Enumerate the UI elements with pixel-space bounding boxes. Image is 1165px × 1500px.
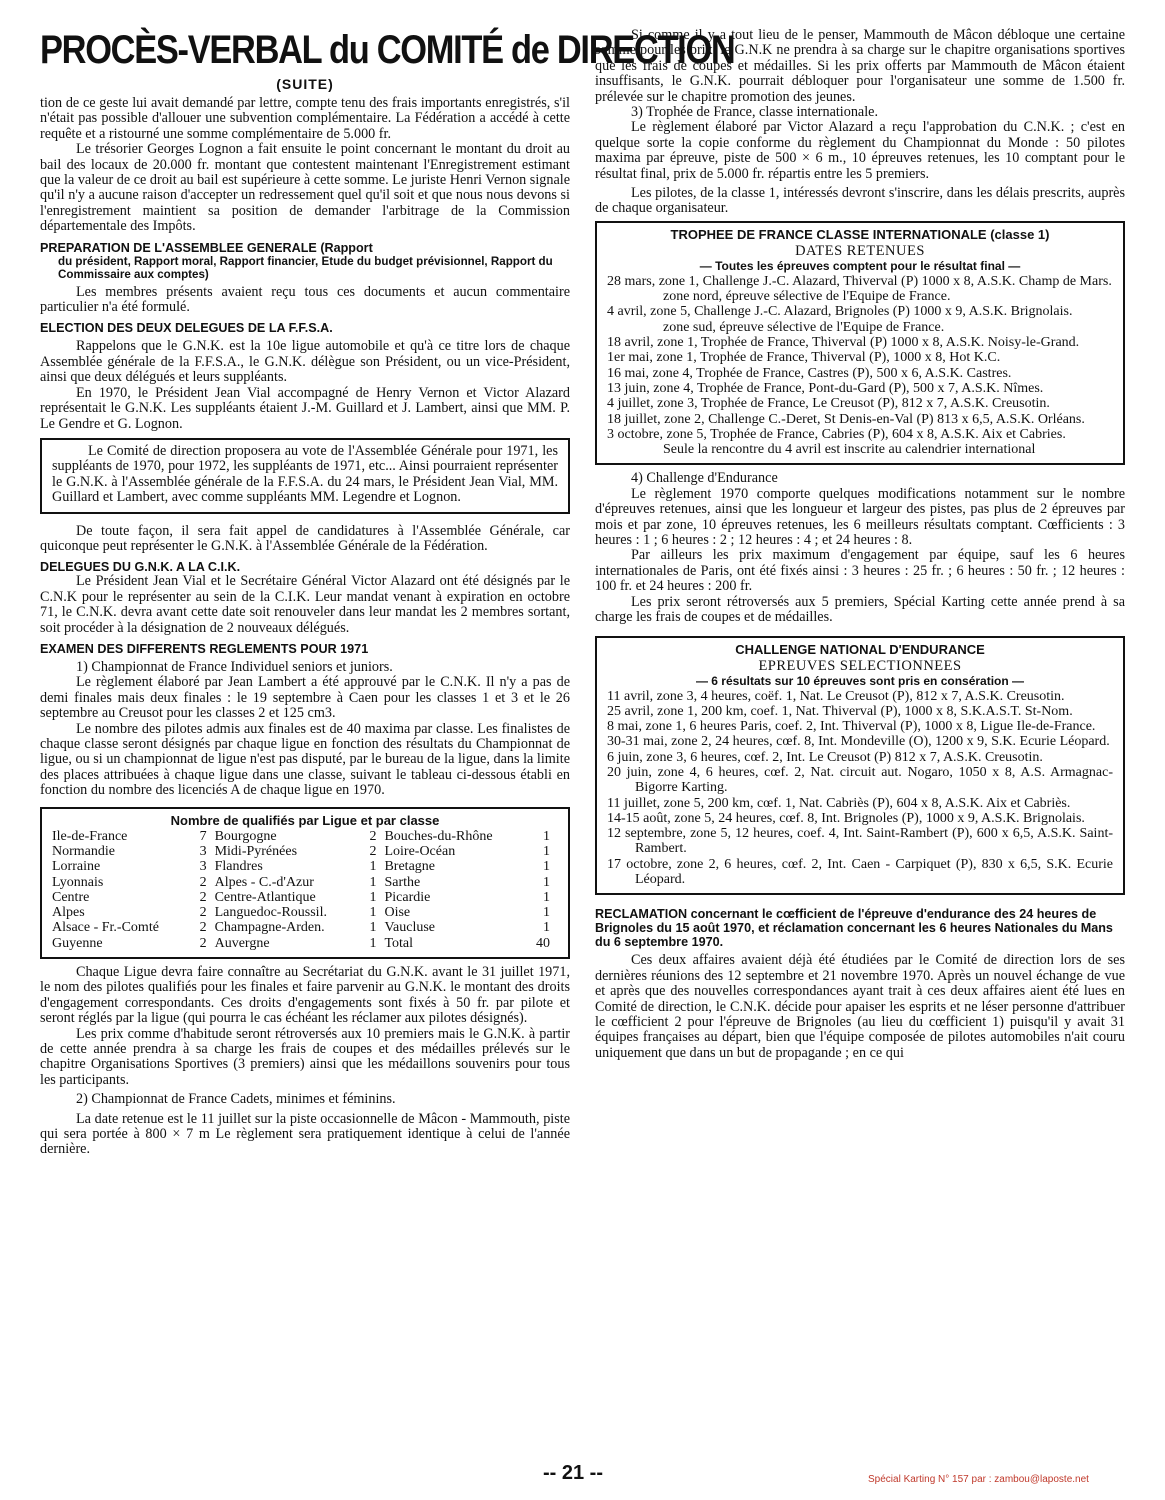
league-name: Bouches-du-Rhône <box>384 828 493 844</box>
qualifier-count: 2 <box>369 828 377 844</box>
section-heading: DELEGUES DU G.N.K. A LA C.I.K. <box>40 560 241 575</box>
section-heading: EXAMEN DES DIFFERENTS REGLEMENTS POUR 1971 <box>40 641 369 656</box>
table-row <box>52 905 558 920</box>
paragraph: Le règlement 1970 comporte quelques modifications notamment sur le nombre d'épreuves retenues, ainsi que les longueur et largeur des pistes, pas plus de 2 épreuves par mois et par zone, 10 épreuves retenues, les 6 meilleurs résultats comptant. Cœfficients : 3 heures : 1 ; 6 heures : 2 ; 12 heures : 4 ; et 24 heures : 8. <box>595 485 1125 549</box>
qualifier-count: 1 <box>369 905 377 921</box>
qualifiers-table-box <box>40 807 570 959</box>
qualifier-count: 40 <box>536 935 550 951</box>
list-item: 12 septembre, zone 5, 12 heures, coef. 4, Int. Saint-Rambert (P), 600 x 6,5, A.S.K. Saint-Rambert. <box>607 826 1113 857</box>
paragraph: Les prix seront rétroversés aux 5 premiers, Spécial Karting cette année prend à sa charge les frais de coupes et de médailles. <box>595 593 1125 626</box>
paragraph: De toute façon, il sera fait appel de candidatures à l'Assemblée Générale, car quiconque peut représenter le G.N.K. à l'Assemblée Générale de la Fédération. <box>40 522 570 554</box>
qualifier-count: 1 <box>543 889 550 905</box>
section-heading: PREPARATION DE L'ASSEMBLEE GENERALE (Rapport <box>40 240 373 255</box>
page-subtitle: (SUITE) <box>276 76 334 92</box>
box-title: CHALLENGE NATIONAL D'ENDURANCE <box>735 641 985 657</box>
box-note: — Toutes les épreuves comptent pour le résultat final — <box>699 258 1021 273</box>
paragraph: Le trésorier Georges Lognon a fait ensuite le point concernant le montant du droit au bail des locaux de 20.000 fr. montant que contestent maintenant l'Enregistrement estimant que la valeur de ce droit au bail est supérieure à cette somme. Le juriste Henri Vernon signale qu'il n'y a aucune raison d'accepter un redressement quel qu'il soit et que nous nous devons si l'enregistrement maintient sa position de demander l'arbitrage de la Commission départementale des Impôts. <box>40 141 570 235</box>
list-item: 16 mai, zone 4, Trophée de France, Castres (P), 500 x 6, A.S.K. Castres. <box>607 365 1012 381</box>
endurance-list <box>607 689 1113 888</box>
qualifier-count: 7 <box>199 828 207 844</box>
qualifier-count: 1 <box>543 874 550 890</box>
league-name: Auvergne <box>214 935 270 951</box>
box-subtitle: EPREUVES SELECTIONNEES <box>758 657 962 674</box>
right-column <box>595 28 1125 1061</box>
list-item: 17 octobre, zone 2, 6 heures, cœf. 2, Int. Caen - Carpiquet (P), 830 x 6,5, S.K. Ecurie Léopard. <box>607 856 1113 888</box>
page-number: -- 21 -- <box>543 1462 603 1484</box>
qualifier-count: 1 <box>369 920 377 936</box>
page-title: PROCÈS-VERBAL du COMITÉ de DIRECTION <box>40 28 735 72</box>
paragraph: Les pilotes, de la classe 1, intéressés devront s'inscrire, dans les délais prescrits, auprès de chaque organisateur. <box>595 185 1125 217</box>
paragraph: Par ailleurs les prix maximum d'engagement par équipe, sauf les 6 heures internationales de Paris, ont été fixés ainsi : 3 heures : 25 fr. ; 6 heures : 50 fr. ; 12 heures : 100 fr. et 24 heures : 200 fr. <box>595 547 1125 595</box>
league-name: Centre <box>52 889 90 905</box>
league-name: Midi-Pyrénées <box>214 843 298 859</box>
callout-box <box>40 438 570 514</box>
paragraph: Ces deux affaires avaient déjà été étudiées par le Comité de direction lors de ses dernières réunions des 12 septembre et 21 novembre 1970. Après un nouvel échange de vue et après que des nouvelles correspondances ayant trait à ces deux affaires aient été lues en Comité de direction, le C.N.K. décide pour apaiser les esprits et ne léser personne d'attribuer le cœfficient 2 pour l'épreuve de Brignoles (au lieu du cœfficient 1) puisqu'il y avait 31 équipes françaises au départ, bien que l'équipe composée de pilotes automobiles n'ait couru uniquement que dans un but de propagande ; en ce qui <box>595 952 1125 1061</box>
paragraph: Le nombre des pilotes admis aux finales est de 40 maxima par classe. Les finalistes de chaque classe seront désignés par chaque ligue en fonction des résultats du Championnat de ligue, ou si un championnat de ligue n'est pas disputé, par le bureau de la ligue, dans la limite des places attribuées à chaque ligue dans une classe, suivant le tableau ci-dessous établi en fonction du nombre des licenciés A de chaque ligue en 1970. <box>40 720 570 799</box>
list-item: 14-15 août, zone 5, 24 heures, cœf. 8, Int. Brignoles (P), 1000 x 9, A.S.K. Brignolais. <box>607 810 1085 826</box>
list-item: 3 octobre, zone 5, Trophée de France, Cabries (P), 604 x 8, A.S.K. Aix et Cabries. <box>607 426 1066 442</box>
league-name: Lyonnais <box>52 874 104 890</box>
qualifiers-table <box>52 829 558 951</box>
endurance-box <box>595 636 1125 896</box>
league-name: Sarthe <box>384 874 421 890</box>
qualifier-count: 2 <box>199 920 207 936</box>
list-item: 8 mai, zone 1, 6 heures Paris, coef. 2, Int. Thiverval (P), 1000 x 8, Ligue Ile-de-France. <box>607 719 1096 735</box>
league-name: Bourgogne <box>214 828 277 844</box>
qualifier-count: 3 <box>199 843 207 859</box>
qualifier-count: 2 <box>199 889 207 905</box>
paragraph: 1) Championnat de France Individuel seniors et juniors. <box>76 658 393 675</box>
qualifier-count: 1 <box>543 828 550 844</box>
league-name: Bretagne <box>384 859 435 875</box>
list-item: zone sud, épreuve sélective de l'Equipe de France. <box>663 319 945 335</box>
paragraph: La date retenue est le 11 juillet sur la piste occasionnelle de Mâcon - Mammouth, piste qui sera portée à 800 × 7 m Le règlement sera pratiquement identique à celui de l'année dernière. <box>40 1110 570 1158</box>
qualifier-count: 1 <box>369 935 377 951</box>
league-name: Total <box>384 935 414 951</box>
qualifier-count: 1 <box>543 920 550 936</box>
qualifier-count: 2 <box>199 935 207 951</box>
list-item: 25 avril, zone 1, 200 km, coef. 1, Nat. Thiverval (P), 1000 x 8, S.K.A.S.T. St-Nom. <box>607 703 1073 719</box>
qualifier-count: 1 <box>369 874 377 890</box>
list-item: 11 avril, zone 3, 4 heures, coëf. 1, Nat. Le Creusot (P), 812 x 7, A.S.K. Creusotin. <box>607 688 1065 704</box>
list-item: 4 avril, zone 5, Challenge J.-C. Alazard, Brignoles (P) 1000 x 9, A.S.K. Brignolais. <box>607 304 1073 320</box>
list-item: 1er mai, zone 1, Trophée de France, Thiverval (P), 1000 x 8, Hot K.C. <box>607 350 1001 366</box>
list-item: 11 juillet, zone 5, 200 km, cœf. 1, Nat. Cabriès (P), 604 x 8, A.S.K. Aix et Cabriès. <box>607 795 1071 811</box>
qualifier-count: 3 <box>199 859 207 875</box>
paragraph: Si comme il y a tout lieu de le penser, Mammouth de Mâcon débloque une certaine somme pour les prix, le G.N.K ne prendra à sa charge sur le chapitre organisations sportives que les frais de coupes et médailles. Si les prix offerts par Mammouth de Mâcon étaient insuffisants, le G.N.K. pourrait débloquer pour l'organisateur une somme de 1.500 fr. prélevée sur le chapitre promotion des jeunes. <box>595 27 1125 105</box>
qualifier-count: 2 <box>369 843 377 859</box>
list-item: 18 juillet, zone 2, Challenge C.-Deret, St Denis-en-Val (P) 813 x 6,5, A.S.K. Orléans. <box>607 411 1085 427</box>
box-subtitle: DATES RETENUES <box>795 242 925 259</box>
league-name: Normandie <box>52 843 115 859</box>
league-name: Oise <box>384 905 411 921</box>
paragraph: Le règlement élaboré par Victor Alazard a reçu l'approbation du C.N.K. ; c'est en quelque sorte la copie conforme du règlement du Championnat du Monde : 50 pilotes maxima par épreuve, piste de 500 × 6 m., 10 épreuves retenues, les 10 comptant pour le résultat final, prix de 5.000 fr. répartis entre les 5 premiers. <box>595 119 1125 182</box>
box-note: — 6 résultats sur 10 épreuves sont pris en consération — <box>695 673 1025 688</box>
paragraph: 2) Championnat de France Cadets, minimes et féminins. <box>76 1091 396 1108</box>
league-name: Languedoc-Roussil. <box>214 905 327 921</box>
league-name: Loire-Océan <box>384 843 456 859</box>
qualifier-count: 1 <box>369 889 377 905</box>
league-name: Alsace - Fr.-Comté <box>52 920 159 936</box>
callout-text: Le Comité de direction proposera au vote de l'Assemblée Générale pour 1971, les suppléants de 1970, pour 1972, les suppléants de 1971, etc... Ainsi pourraient représenter le G.N.K. à l'Assemblée générale de la F.F.S.A. du 24 mars, le Président Jean Vial, MM. Guillard et Lambert, avec comme suppléants MM. Legendre et Lognon. <box>52 442 558 506</box>
league-name: Guyenne <box>52 935 103 951</box>
table-title: Nombre de qualifiés par Ligue et par classe <box>170 812 440 828</box>
paragraph: Le règlement élaboré par Jean Lambert a été approuvé par le C.N.K. Il n'y a pas de demi finales mais deux finales : le 19 septembre à Caen pour les classes 1 et 3 et le 26 septembre au Creusot pour les classes 2 et 125 cm3. <box>40 674 570 722</box>
list-item: zone nord, épreuve sélective de l'Equipe de France. <box>663 289 951 305</box>
league-name: Ile-de-France <box>52 828 128 844</box>
paragraph: Les prix comme d'habitude seront rétroversés aux 10 premiers mais le G.N.K. à partir de cette année prendra à sa charge les frais de coupes et des médailles prélevés sur le chapitre Organisations Sportives (3 premiers) ainsi que les médaillons souvenirs pour tous les participants. <box>40 1025 570 1088</box>
trophee-list <box>607 274 1113 458</box>
qualifier-count: 2 <box>199 874 207 890</box>
paragraph: Le Président Jean Vial et le Secrétaire Général Victor Alazard ont été désignés par le C.N.K pour le représenter au sein de la C.I.K. Leur mandat venant à expiration en octobre 71, le C.N.K. devra avant cette date soit renouveler dans leur mandat les 2 membres sortant, soit procéder à la désignation de 2 nouveaux délégués. <box>40 573 570 636</box>
table-row <box>52 875 558 890</box>
box-title: TROPHEE DE FRANCE CLASSE INTERNATIONALE (classe 1) <box>670 226 1050 242</box>
paragraph: 4) Challenge d'Endurance <box>631 470 778 487</box>
list-item: 13 juin, zone 4, Trophée de France, Pont-du-Gard (P), 500 x 7, A.S.K. Nîmes. <box>607 380 1044 396</box>
table-row <box>52 859 558 874</box>
paragraph: Rappelons que le G.N.K. est la 10e ligue automobile et qu'à ce titre lors de chaque Assemblée générale de la F.F.S.A., le G.N.K. délègue son Président, ou un vice-Président, ainsi que deux délégués et leurs suppléants. <box>40 338 570 386</box>
paragraph: Les membres présents avaient reçu tous ces documents et aucun commentaire particulier n'a été formulé. <box>40 283 570 316</box>
qualifier-count: 1 <box>369 859 377 875</box>
list-item: Seule la rencontre du 4 avril est inscrite au calendrier international <box>663 442 1036 458</box>
section-subheading: du président, Rapport moral, Rapport financier, Etude du budget prévisionnel, Rapport du Commissaire aux comptes) <box>58 254 553 281</box>
list-item: 6 juin, zone 3, 6 heures, cœf. 2, Int. Le Creusot (P) 812 x 7, A.S.K. Creusotin. <box>607 749 1043 765</box>
league-name: Lorraine <box>52 859 101 875</box>
league-name: Flandres <box>214 859 263 875</box>
league-name: Alpes - C.-d'Azur <box>214 874 314 890</box>
section-heading: RECLAMATION concernant le cœfficient de l'épreuve d'endurance des 24 heures de Brignoles du 15 août 1970, et réclamation concernant les 6 heures Nationales du Mans du 6 septembre 1970. <box>595 907 1113 950</box>
qualifier-count: 1 <box>543 859 550 875</box>
table-row <box>52 844 558 859</box>
qualifier-count: 1 <box>543 843 550 859</box>
paragraph: tion de ce geste lui avait demandé par lettre, compte tenu des frais importants enregistrés, s'il n'était pas possible d'allouer une subvention complémentaire. La Fédération a accédé à cette requête et a ristourné une somme complémentaire de 5.000 fr. <box>40 95 570 142</box>
list-item: 30-31 mai, zone 2, 24 heures, cœf. 8, Int. Mondeville (O), 1200 x 9, S.K. Ecurie Léopard. <box>607 734 1110 750</box>
league-name: Champagne-Arden. <box>214 920 325 936</box>
table-row <box>52 829 558 844</box>
table-row <box>52 936 558 951</box>
league-name: Vaucluse <box>384 920 436 936</box>
list-item: 18 avril, zone 1, Trophée de France, Thiverval (P) 1000 x 8, A.S.K. Noisy-le-Grand. <box>607 335 1080 351</box>
table-row <box>52 920 558 935</box>
list-item: 28 mars, zone 1, Challenge J.-C. Alazard, Thiverval (P) 1000 x 8, A.S.K. Champ de Mars. <box>607 273 1112 289</box>
table-row <box>52 890 558 905</box>
league-name: Picardie <box>384 889 431 905</box>
list-item: 4 juillet, zone 3, Trophée de France, Le Creusot (P), 812 x 7, A.S.K. Creusotin. <box>607 396 1050 412</box>
paragraph: 3) Trophée de France, classe internationale. <box>631 104 879 121</box>
list-item: 20 juin, zone 4, 6 heures, cœf. 2, Nat. circuit aut. Nogaro, 1050 x 8, A.S. Armagnac-Bigorre Karting. <box>607 764 1113 796</box>
paragraph: En 1970, le Président Jean Vial accompagné de Henry Vernon et Victor Alazard représentait le G.N.K. Les suppléants étaient J.-M. Guillard et J. Lambert, ainsi que MM. P. Le Gendre et G. Lognon. <box>40 384 570 432</box>
paragraph: Chaque Ligue devra faire connaître au Secrétariat du G.N.K. avant le 31 juillet 1971, le nom des pilotes qualifiés pour les finales et faire parvenir au G.N.K. le montant des droits d'engagement correspondants. Ces droits d'engagements sont fixés à 50 fr. par pilote et seront réglés par la ligue (qui pourra le cas échéant les réclamer aux pilotes désignés). <box>40 964 570 1027</box>
qualifier-count: 1 <box>543 905 550 921</box>
trophee-box <box>595 221 1125 466</box>
credit-line: Spécial Karting N° 157 par : zambou@laposte.net <box>868 1474 1089 1485</box>
section-heading: ELECTION DES DEUX DELEGUES DE LA F.F.S.A. <box>40 321 333 336</box>
qualifier-count: 2 <box>199 905 207 921</box>
league-name: Centre-Atlantique <box>214 889 316 905</box>
league-name: Alpes <box>52 905 85 921</box>
